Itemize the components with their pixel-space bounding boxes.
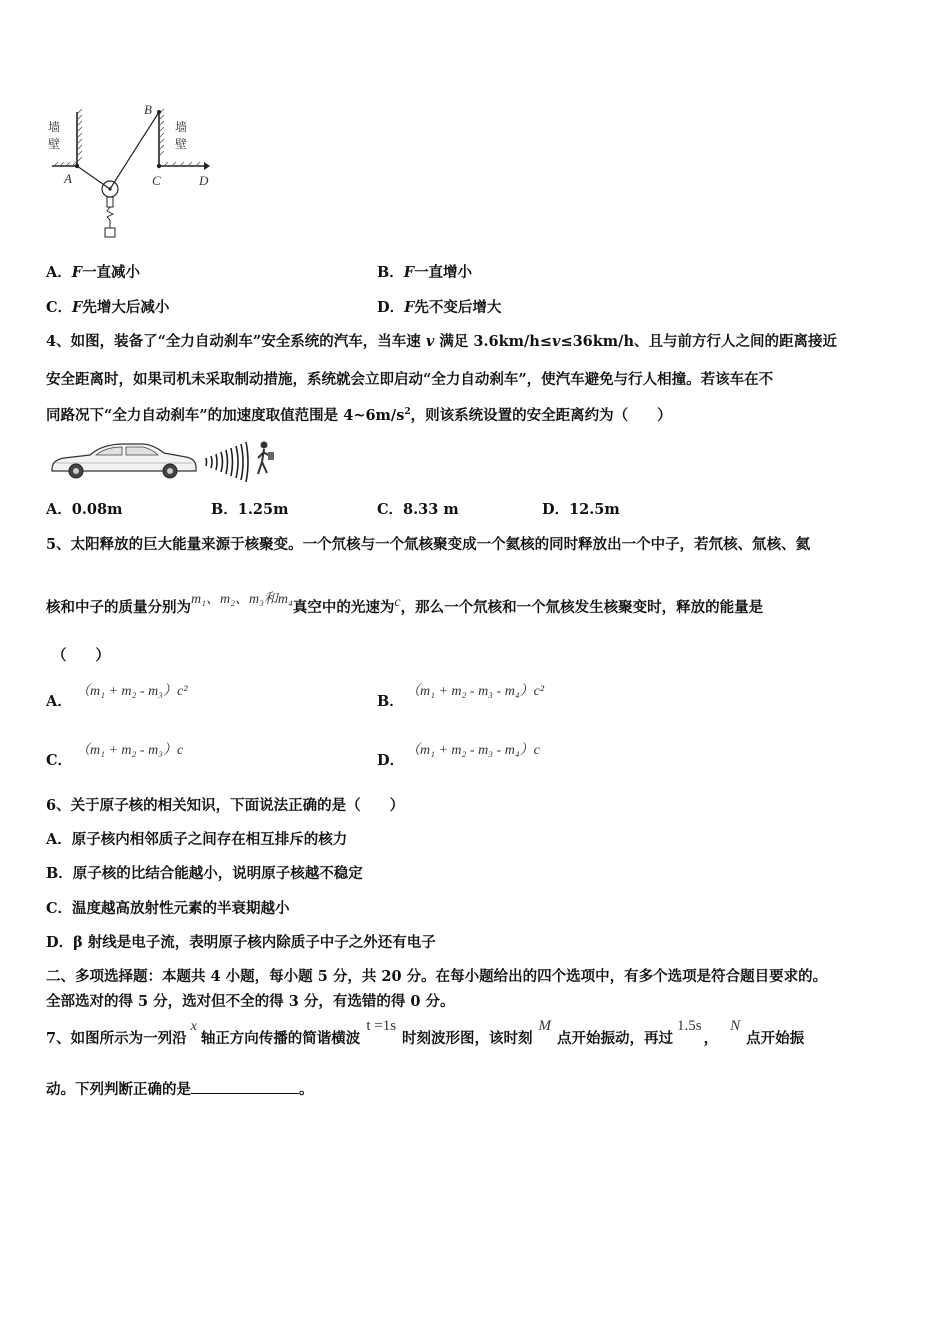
q4-option-c: C．8.33 m [377, 501, 459, 518]
q4-stem-line2: 安全距离时，如果司机未采取制动措施，系统就会立即启动“全力自动刹车”，使汽车避免与行人相撞。若该车在不 [46, 371, 774, 388]
q4-option-d: D．12.5m [542, 501, 620, 518]
wall-label-left-1: 墙 [48, 120, 61, 134]
q5-option-c-formula: （m₁ + m₂ - m₃）c [76, 743, 184, 758]
q5-option-a-formula: （m₁ + m₂ - m₃）c² [76, 684, 188, 699]
q7-stem-line2: 动。下列判断正确的是 。 [46, 1081, 314, 1098]
point-label-c: C [152, 173, 161, 188]
q6-stem: 6、关于原子核的相关知识，下面说法正确的是（ ） [46, 797, 405, 814]
q5-option-a-letter: A． [46, 693, 72, 710]
wall-label-right-2: 壁 [175, 137, 188, 151]
wall-pulley-figure [44, 100, 224, 245]
wall-label-right-1: 墙 [175, 120, 188, 134]
section2-heading-line1: 二、多项选择题：本题共 4 小题，每小题 5 分，共 20 分。在每小题给出的四个选项中，有多个选项是符合题目要求的。 [46, 968, 828, 985]
q5-option-d-letter: D． [377, 752, 405, 769]
q4-stem-line3: 同路况下“全力自动刹车”的加速度取值范围是 $4\sim 6m/s^2$，则该系统设置的安全距离约为（ ） [46, 407, 672, 424]
q4-option-a: A．0.08m [46, 501, 123, 518]
q6-option-a: A．原子核内相邻质子之间存在相互排斥的核力 [46, 831, 348, 848]
point-label-d: D [199, 173, 209, 188]
q4-option-b: B．1.25m [211, 501, 289, 518]
point-label-b: B [144, 102, 152, 117]
q6-option-c: C．温度越高放射性元素的半衰期越小 [46, 900, 290, 917]
q7-stem-line1: 7、如图所示为一列沿x轴正方向传播的简谐横波t =1s时刻波形图，该时刻M点开始振动，再过1.5s，N点开始振 [46, 1018, 805, 1047]
q5-option-b-formula: （m₁ + m₂ - m₃ - m₄）c² [406, 684, 545, 699]
q6-option-d: D．β 射线是电子流，表明原子核内除质子中子之外还有电子 [46, 934, 436, 951]
q5-option-c-letter: C． [46, 752, 73, 769]
q5-paren: （ ） [52, 647, 110, 664]
q5-masses: m₁、m₂、m₃和m₄ [191, 592, 293, 607]
q4-stem-line1: 4、如图，装备了“全力自动刹车”安全系统的汽车，当车速 v 满足 3.6km/h≤v≤36km/h、且与前方行人之间的距离接近 [46, 333, 837, 350]
point-label-a: A [64, 171, 72, 186]
section2-heading-line2: 全部选对的得 5 分，选对但不全的得 3 分，有选错的得 0 分。 [46, 993, 455, 1010]
answer-blank[interactable] [191, 1079, 299, 1094]
q3-option-a: A．F一直减小 [46, 264, 141, 281]
car-pedestrian-figure [46, 436, 278, 482]
q5-stem-line1: 5、太阳释放的巨大能量来源于核聚变。一个氘核与一个氚核聚变成一个氦核的同时释放出一个中子，若氘核、氚核、氦 [46, 536, 811, 553]
q3-option-c: C．F先增大后减小 [46, 299, 170, 316]
q5-stem-line2: 核和中子的质量分别为m₁、m₂、m₃和m₄真空中的光速为c，那么一个氘核和一个氚核发生核聚变时，释放的能量是 [46, 592, 764, 616]
q5-option-d-formula: （m₁ + m₂ - m₃ - m₄）c [406, 743, 540, 758]
q6-option-b: B．原子核的比结合能越小，说明原子核越不稳定 [46, 865, 363, 882]
wall-label-left-2: 壁 [48, 137, 61, 151]
q3-option-d: D．F先不变后增大 [377, 299, 502, 316]
q5-option-b-letter: B． [377, 693, 404, 710]
q3-option-b: B．F一直增小 [377, 264, 473, 281]
